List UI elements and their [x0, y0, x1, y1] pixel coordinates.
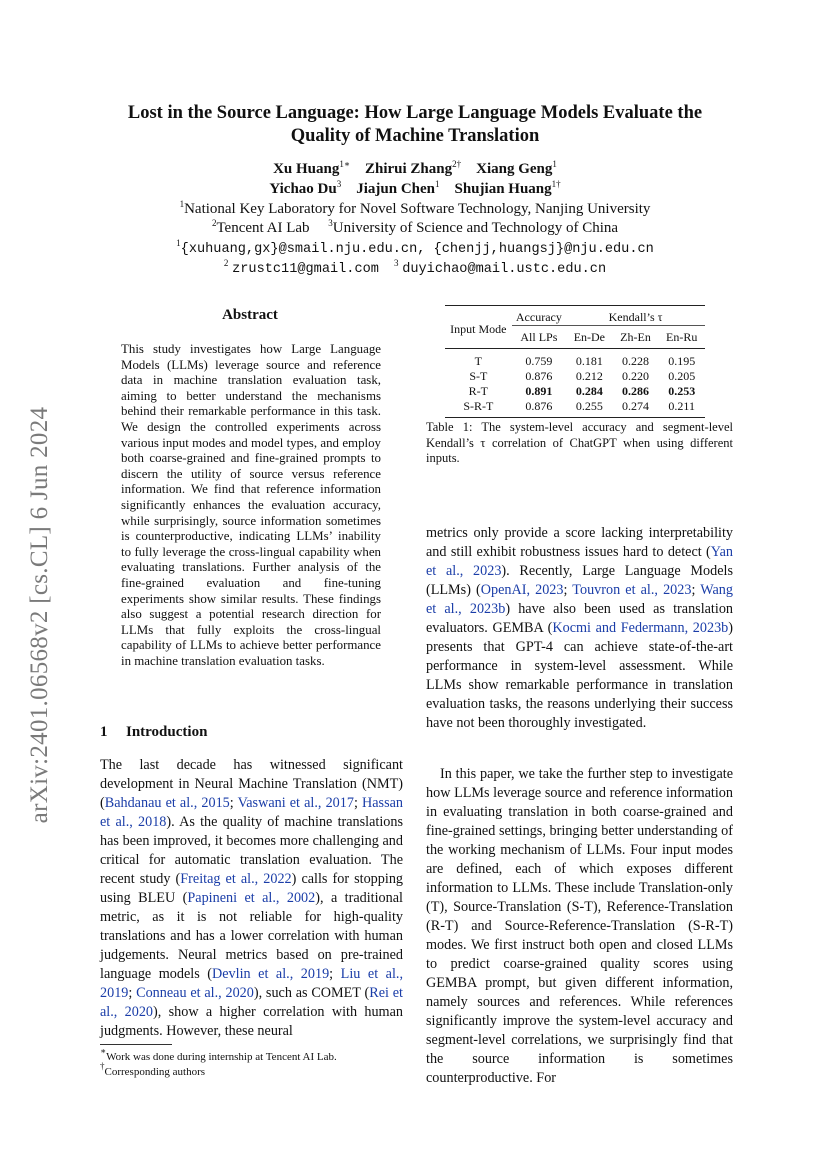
arxiv-sidebar-stamp [10, 380, 70, 850]
text-run: ), show a higher correlation with human judgments. However, these neural [100, 1004, 403, 1039]
th-kendall: Kendall’s τ [608, 310, 663, 324]
paper-title [80, 102, 750, 148]
table-caption: Table 1: The system-level accuracy and segment-level Kendall’s τ correlation of ChatGPT when using different inputs. [426, 420, 733, 466]
th-sub: En-De [566, 326, 613, 349]
author-sup: 1∗ [339, 159, 350, 169]
text-run: ) calls for stopping using BLEU ( [100, 871, 404, 906]
email-line-2 [80, 260, 750, 277]
author-sup: 1† [551, 179, 561, 189]
text-run: ; [229, 795, 238, 811]
th-sub: En-Ru [658, 326, 705, 349]
cell-value: 0.205 [668, 369, 696, 383]
author-name: Zhirui Zhang [365, 161, 453, 177]
text-run: The last decade has witnessed significant development in Neural Machine Translation (NMT) ( [100, 757, 403, 811]
cell-mode: T [474, 354, 482, 368]
intro-paragraph-1 [100, 756, 403, 1041]
email-sup: 2 [223, 258, 229, 268]
cell-value-best: 0.286 [622, 384, 649, 398]
email-text: duyichao@mail.ustc.edu.cn [402, 262, 607, 277]
text-run: ), a traditional metric, as it is not reliable for high-quality translations and has a lower correlation with human judgements. Neural metrics based on pre-trained language models ( [100, 890, 403, 982]
author-name: Shujian Huang [454, 181, 552, 197]
footnote-1 [100, 1046, 400, 1064]
text-run: ) have also been used as translation evaluators. GEMBA ( [426, 601, 734, 636]
citation-link[interactable]: Wang et al., 2023b [426, 582, 733, 617]
results-table [445, 305, 705, 418]
section-number: 1 [100, 724, 108, 740]
cell-value: 0.274 [622, 399, 649, 413]
citation-link[interactable]: Conneau et al., 2020 [136, 985, 254, 1001]
citation-link[interactable]: Touvron et al., 2023 [572, 582, 692, 598]
abstract-body: This study investigates how Large Language Models (LLMs) leverage source and reference data in machine translation evaluation task, aiming to better understand the mechanisms behind their remarkable performance in this task. We design the controlled experiments across various input modes and model types, and employ both coarse-grained and fine-grained prompts to discern the utility of source versus reference information. We find that reference information significantly enhances the evaluation accuracy, while surprisingly, source information sometimes is counterproductive, indicating LLMs’ inability to fully leverage the cross-lingual capability when evaluating translations. Further analysis of the fine-grained evaluation and fine-tuning experiments show similar results. These findings also suggest a potential research direction for LLMs that fully exploits the cross-lingual capability of LLMs to achieve better performance in machine translation evaluation tasks. [121, 342, 381, 668]
arxiv-id-text: arXiv:2401.06568v2 [cs.CL] 6 Jun 2024 [26, 406, 53, 824]
aff-sup: 3 [328, 218, 333, 228]
author-line-1 [80, 161, 750, 178]
cell-mode: S-T [469, 369, 488, 383]
table-row-best [445, 384, 705, 399]
author-line-2 [80, 181, 750, 198]
author-sup: 2† [452, 159, 462, 169]
section-heading-introduction [100, 724, 207, 741]
text-run: ) presents that GPT-4 can achieve state-of-the-art performance in system-level assessment. While LLMs show remarkable performance in translation evaluation tasks, the reasons underlying their success have not been thoroughly investigated. [426, 620, 734, 731]
citation-link[interactable]: OpenAI, 2023 [480, 582, 564, 598]
author-name: Xiang Geng [476, 161, 553, 177]
citation-link[interactable]: Bahdanau et al., 2015 [104, 795, 230, 811]
citation-link[interactable]: Yan et al., 2023 [426, 544, 733, 579]
aff-sup: 1 [179, 199, 185, 209]
text-run: ; [691, 582, 701, 598]
author-sup: 1 [552, 159, 557, 169]
th-input-mode: Input Mode [450, 321, 507, 336]
title-line-1: Lost in the Source Language: How Large Language Models Evaluate the [127, 103, 703, 123]
cell-mode: S-R-T [463, 399, 494, 413]
citation-link[interactable]: Hassan et al., 2018 [100, 795, 403, 830]
email-text: {xuhuang,gx}@smail.nju.edu.cn, {chenjj,huangsj}@nju.edu.cn [180, 242, 654, 257]
citation-link[interactable]: Rei et al., 2020 [100, 985, 403, 1020]
intro-paragraph-3: In this paper, we take the further step to investigate how LLMs leverage source and reference information in evaluating translation in both coarse-grained and fine-grained settings, bringing better understanding of the working mechanism of LLMs. Four input modes are defined, each of which exposes different information to LLMs. These include Translation-only (T), Source-Translation (S-T), Reference-Translation (R-T) and Source-Reference-Translation (S-R-T) modes. We first instruct both open and closed LLMs to predict coarse-grained quality scores using GEMBA prompt, but given different information, namely sources and references. While references significantly improve the system-level accuracy and segment-level correlations, we surprisingly find that the source information is sometimes counterproductive. For [426, 766, 733, 1086]
email-line-1 [80, 240, 750, 257]
cell-value: 0.195 [668, 354, 696, 368]
author-name: Yichao Du [269, 181, 337, 197]
cell-value-best: 0.284 [575, 384, 603, 398]
cell-value: 0.759 [525, 354, 553, 368]
citation-link[interactable]: Kocmi and Federmann, 2023b [552, 620, 729, 636]
text-run: ). As the quality of machine translations has been improved, it becomes more challenging and critical for automatic translation evaluation. The recent study ( [100, 814, 403, 887]
aff-text: University of Science and Technology of China [332, 220, 619, 236]
table-row [445, 399, 705, 418]
cell-value: 0.212 [575, 369, 603, 383]
text-run: ), such as COMET ( [253, 985, 370, 1001]
footnote-mark: † [100, 1061, 105, 1071]
email-sup: 1 [176, 238, 181, 248]
aff-text: National Key Laboratory for Novel Software Technology, Nanjing University [184, 201, 651, 217]
th-sub: Zh-En [613, 326, 659, 349]
aff-sup: 2 [211, 218, 217, 228]
text-run: ; [563, 582, 573, 598]
footnote-text: Work was done during internship at Tencent AI Lab. [106, 1051, 337, 1063]
email-text: zrustc11@gmail.com [232, 262, 379, 277]
email-sup: 3 [393, 258, 399, 268]
aff-text: Tencent AI Lab [216, 220, 310, 236]
table-row [445, 369, 705, 384]
cell-mode: R-T [468, 384, 488, 398]
affiliation-1 [80, 201, 750, 218]
footnote-2 [100, 1061, 400, 1079]
author-sup: 1 [435, 179, 440, 189]
citation-link[interactable]: Papineni et al., 2002 [187, 890, 316, 906]
cell-value: 0.876 [525, 399, 553, 413]
cell-value: 0.876 [525, 369, 553, 383]
footnote-mark: ∗ [100, 1046, 107, 1056]
cell-value-best: 0.891 [525, 384, 553, 398]
text-run: ; [353, 795, 363, 811]
affiliation-2-3 [80, 220, 750, 237]
cell-value: 0.220 [622, 369, 649, 383]
text-run: ; [128, 985, 137, 1001]
author-sup: 3 [336, 179, 342, 189]
citation-link[interactable]: Vaswani et al., 2017 [237, 795, 354, 811]
footnote-rule [100, 1044, 172, 1045]
cell-value: 0.211 [668, 399, 695, 413]
cell-value: 0.228 [622, 354, 649, 368]
cell-value: 0.255 [575, 399, 603, 413]
author-name: Xu Huang [273, 161, 340, 177]
citation-link[interactable]: Devlin et al., 2019 [212, 966, 330, 982]
th-accuracy: Accuracy [515, 310, 562, 324]
text-run: ; [329, 966, 341, 982]
footnote-text: Corresponding authors [104, 1066, 206, 1078]
author-name: Jiajun Chen [356, 181, 435, 197]
cell-value-best: 0.253 [668, 384, 696, 398]
citation-link[interactable]: Liu et al., 2019 [100, 966, 403, 1001]
intro-paragraph-2 [426, 524, 733, 733]
citation-link[interactable]: Freitag et al., 2022 [180, 871, 292, 887]
text-run: ). Recently, Large Language Models (LLMs) ( [426, 563, 733, 598]
section-title: Introduction [126, 724, 208, 740]
cell-value: 0.181 [575, 354, 603, 368]
th-sub: All LPs [512, 326, 566, 349]
table-row [445, 349, 705, 370]
title-line-2: Quality of Machine Translation [290, 126, 540, 146]
abstract-heading: Abstract [222, 307, 278, 323]
text-run: metrics only provide a score lacking interpretability and still exhibit robustness issues hard to detect ( [426, 525, 733, 560]
